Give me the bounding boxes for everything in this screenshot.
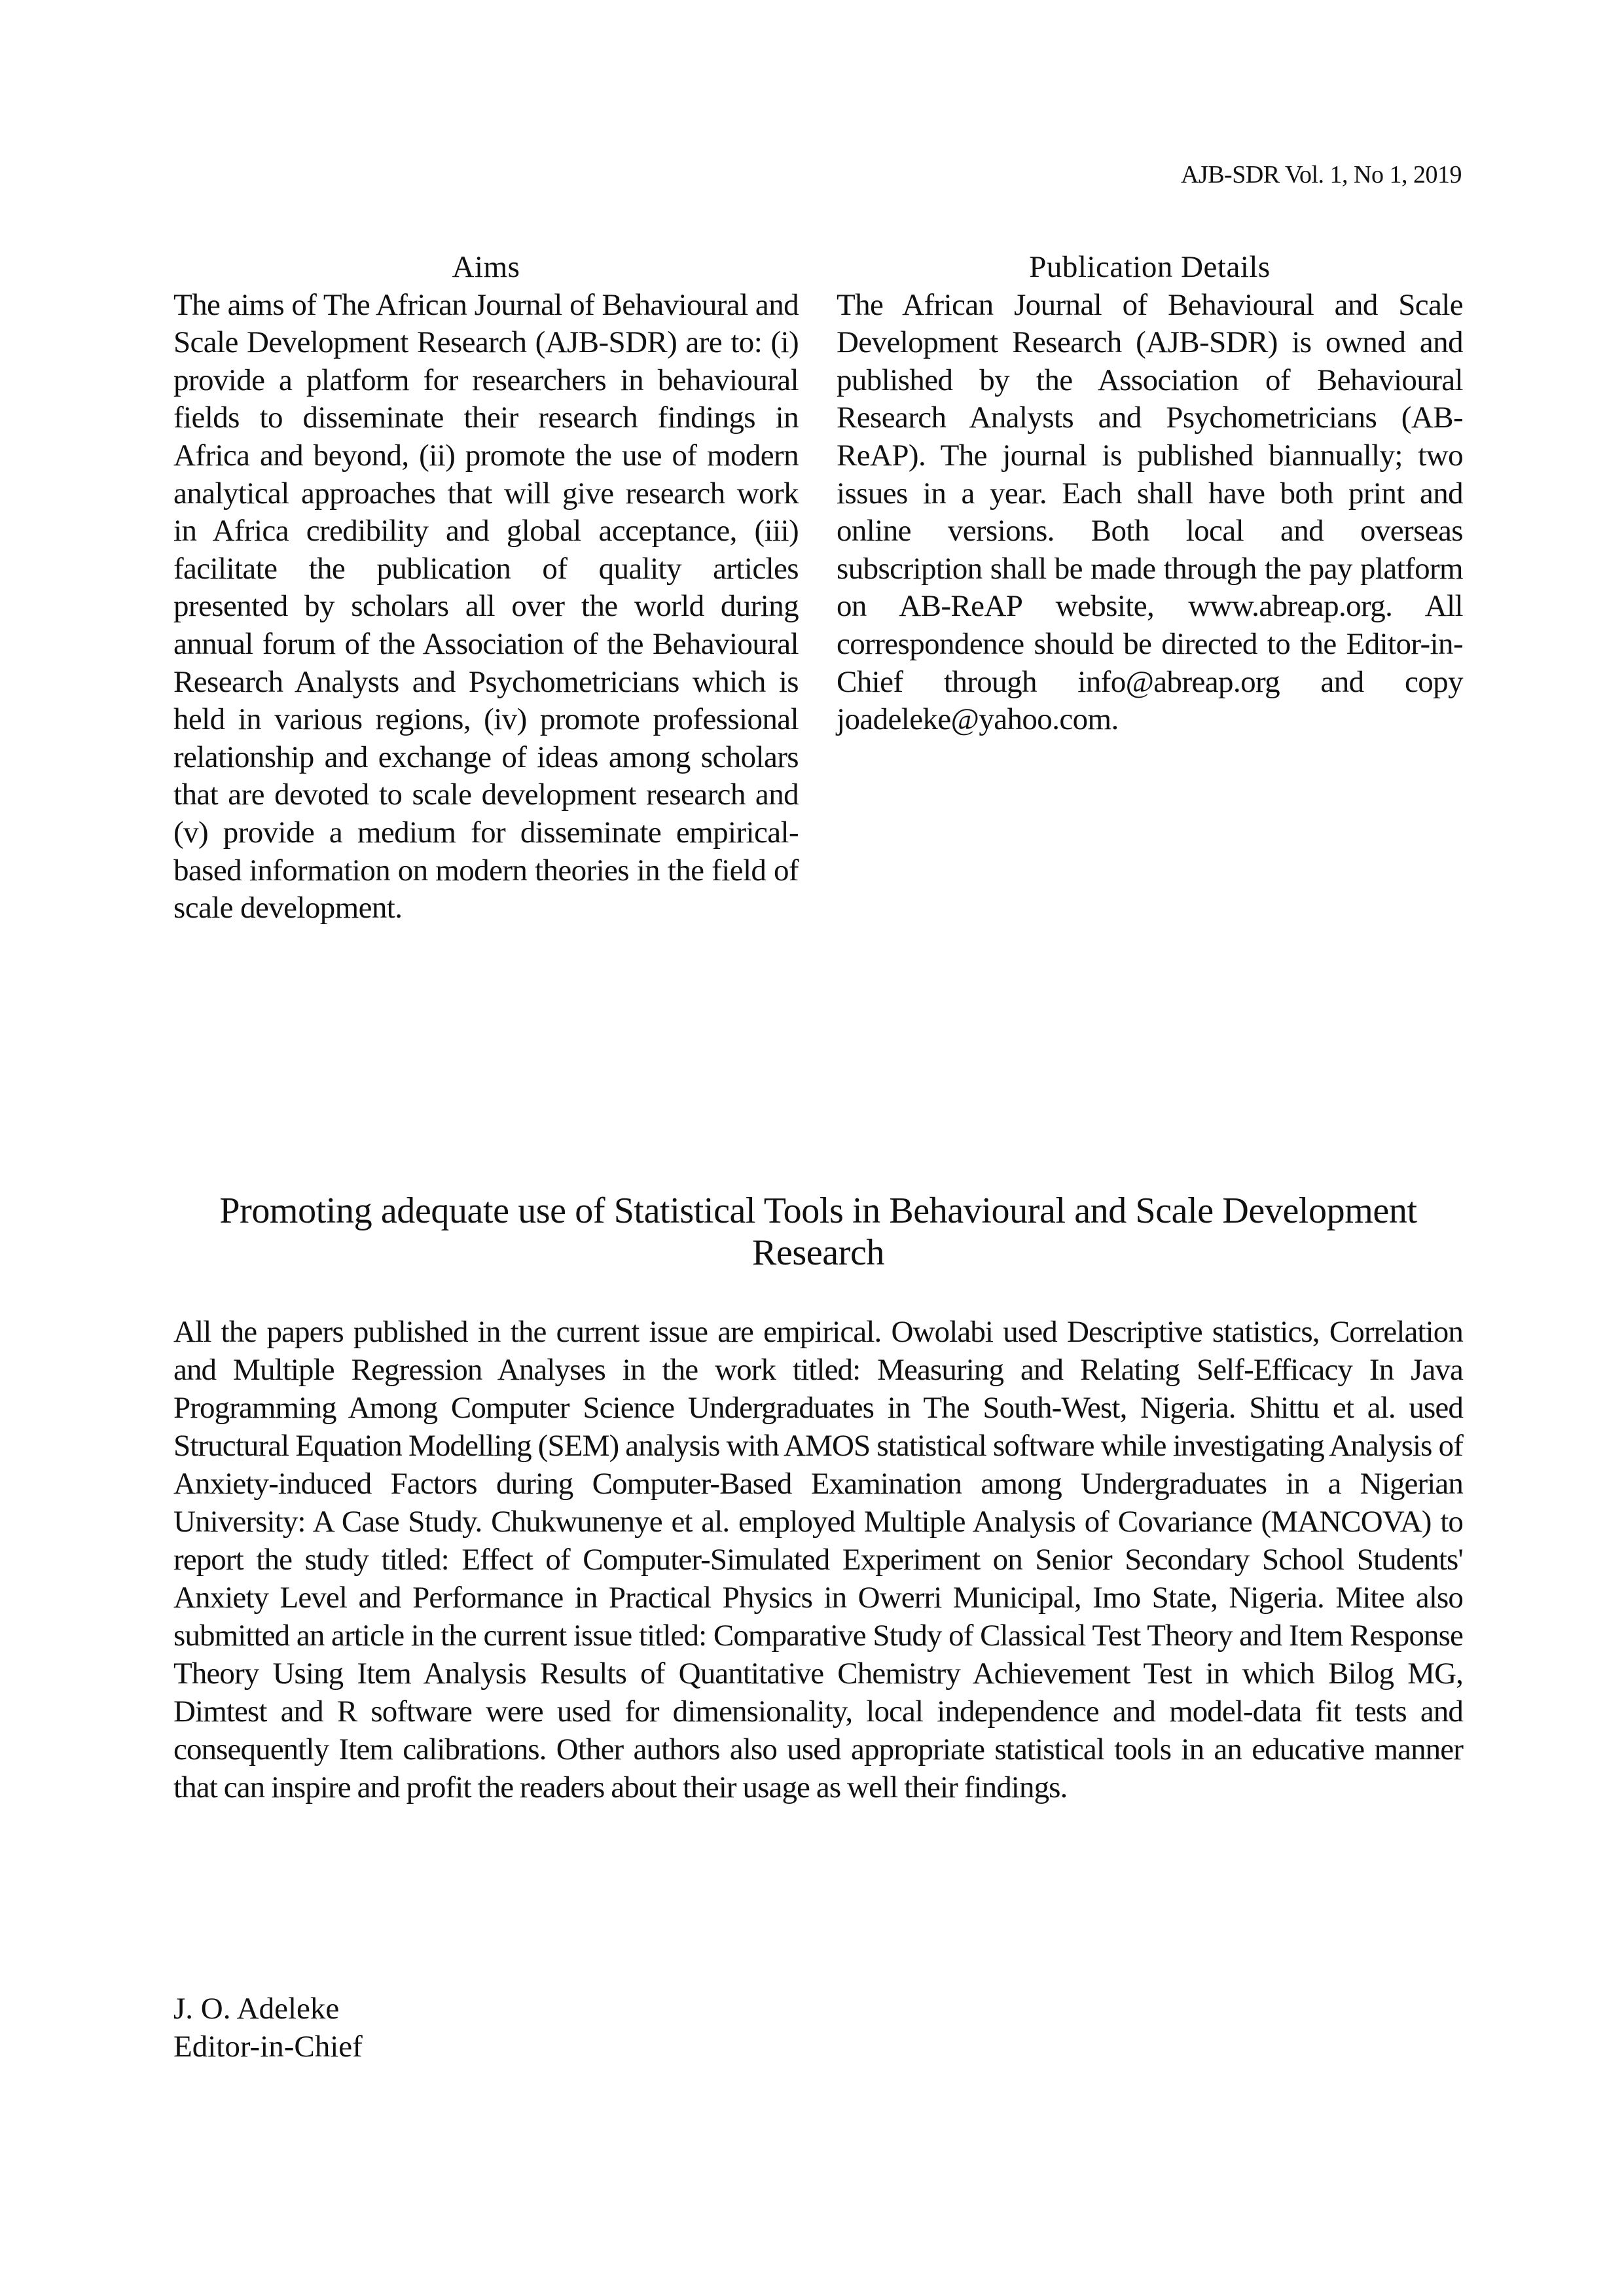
running-header: AJB-SDR Vol. 1, No 1, 2019	[1180, 161, 1462, 188]
publication-details-section	[837, 249, 1463, 739]
publication-details-heading: Publication Details	[1029, 250, 1271, 284]
aims-section	[173, 249, 799, 927]
signature-block	[173, 1990, 363, 2066]
aims-heading: Aims	[452, 250, 520, 284]
signature-name: J. O. Adeleke	[173, 1992, 340, 2026]
editorial-title: Promoting adequate use of Statistical Tools in Behavioural and Scale Development Research	[219, 1191, 1417, 1273]
publication-details-body: The African Journal of Behavioural and Scale Development Research (AJB-SDR) is owned and published by the Association of Behavioural Research Analysts and Psychometricians (AB-ReAP). The journal is published biannually; two issues in a year. Each shall have both print and online versions. Both local and overseas subscription shall be made through the pay platform on AB-ReAP website, www.abreap.org. All correspondence should be directed to the Editor-in-Chief through info@abreap.org and copy joadeleke@yahoo.com.	[837, 287, 1463, 737]
signature-role: Editor-in-Chief	[173, 2030, 363, 2064]
editorial-body: All the papers published in the current issue are empirical. Owolabi used Descriptive statistics, Correlation and Multiple Regression Analyses in the work titled: Measuring and Relating Self-Efficacy In Java Programming Among Computer Science Undergraduates in The South-West, Nigeria. Shittu et al. used Structural Equation Modelling (SEM) analysis with AMOS statistical software while investigating Analysis of Anxiety-induced Factors during Computer-Based Examination among Undergraduates in a Nigerian University: A Case Study. Chukwunenye et al. employed Multiple Analysis of Covariance (MANCOVA) to report the study titled: Effect of Computer-Simulated Experiment on Senior Secondary School Students' Anxiety Level and Performance in Practical Physics in Owerri Municipal, Imo State, Nigeria. Mitee also submitted an article in the current issue titled: Comparative Study of Classical Test Theory and Item Response Theory Using Item Analysis Results of Quantitative Chemistry Achievement Test in which Bilog MG, Dimtest and R software were used for dimensionality, local independence and model-data fit tests and consequently Item calibrations. Other authors also used appropriate statistical tools in an educative manner that can inspire and profit the readers about their usage as well their findings.	[173, 1315, 1463, 1804]
aims-body: The aims of The African Journal of Behavioural and Scale Development Research (AJB-SDR) are to: (i) provide a platform for researchers in behavioural fields to disseminate their research findings in Africa and beyond, (ii) promote the use of modern analytical approaches that will give research work in Africa credibility and global acceptance, (iii) facilitate the publication of quality articles presented by scholars all over the world during annual forum of the Association of the Behavioural Research Analysts and Psychometricians which is held in various regions, (iv) promote professional relationship and exchange of ideas among scholars that are devoted to scale development research and (v) provide a medium for disseminate empirical- based information on modern theories in the field of scale development.	[173, 287, 799, 925]
